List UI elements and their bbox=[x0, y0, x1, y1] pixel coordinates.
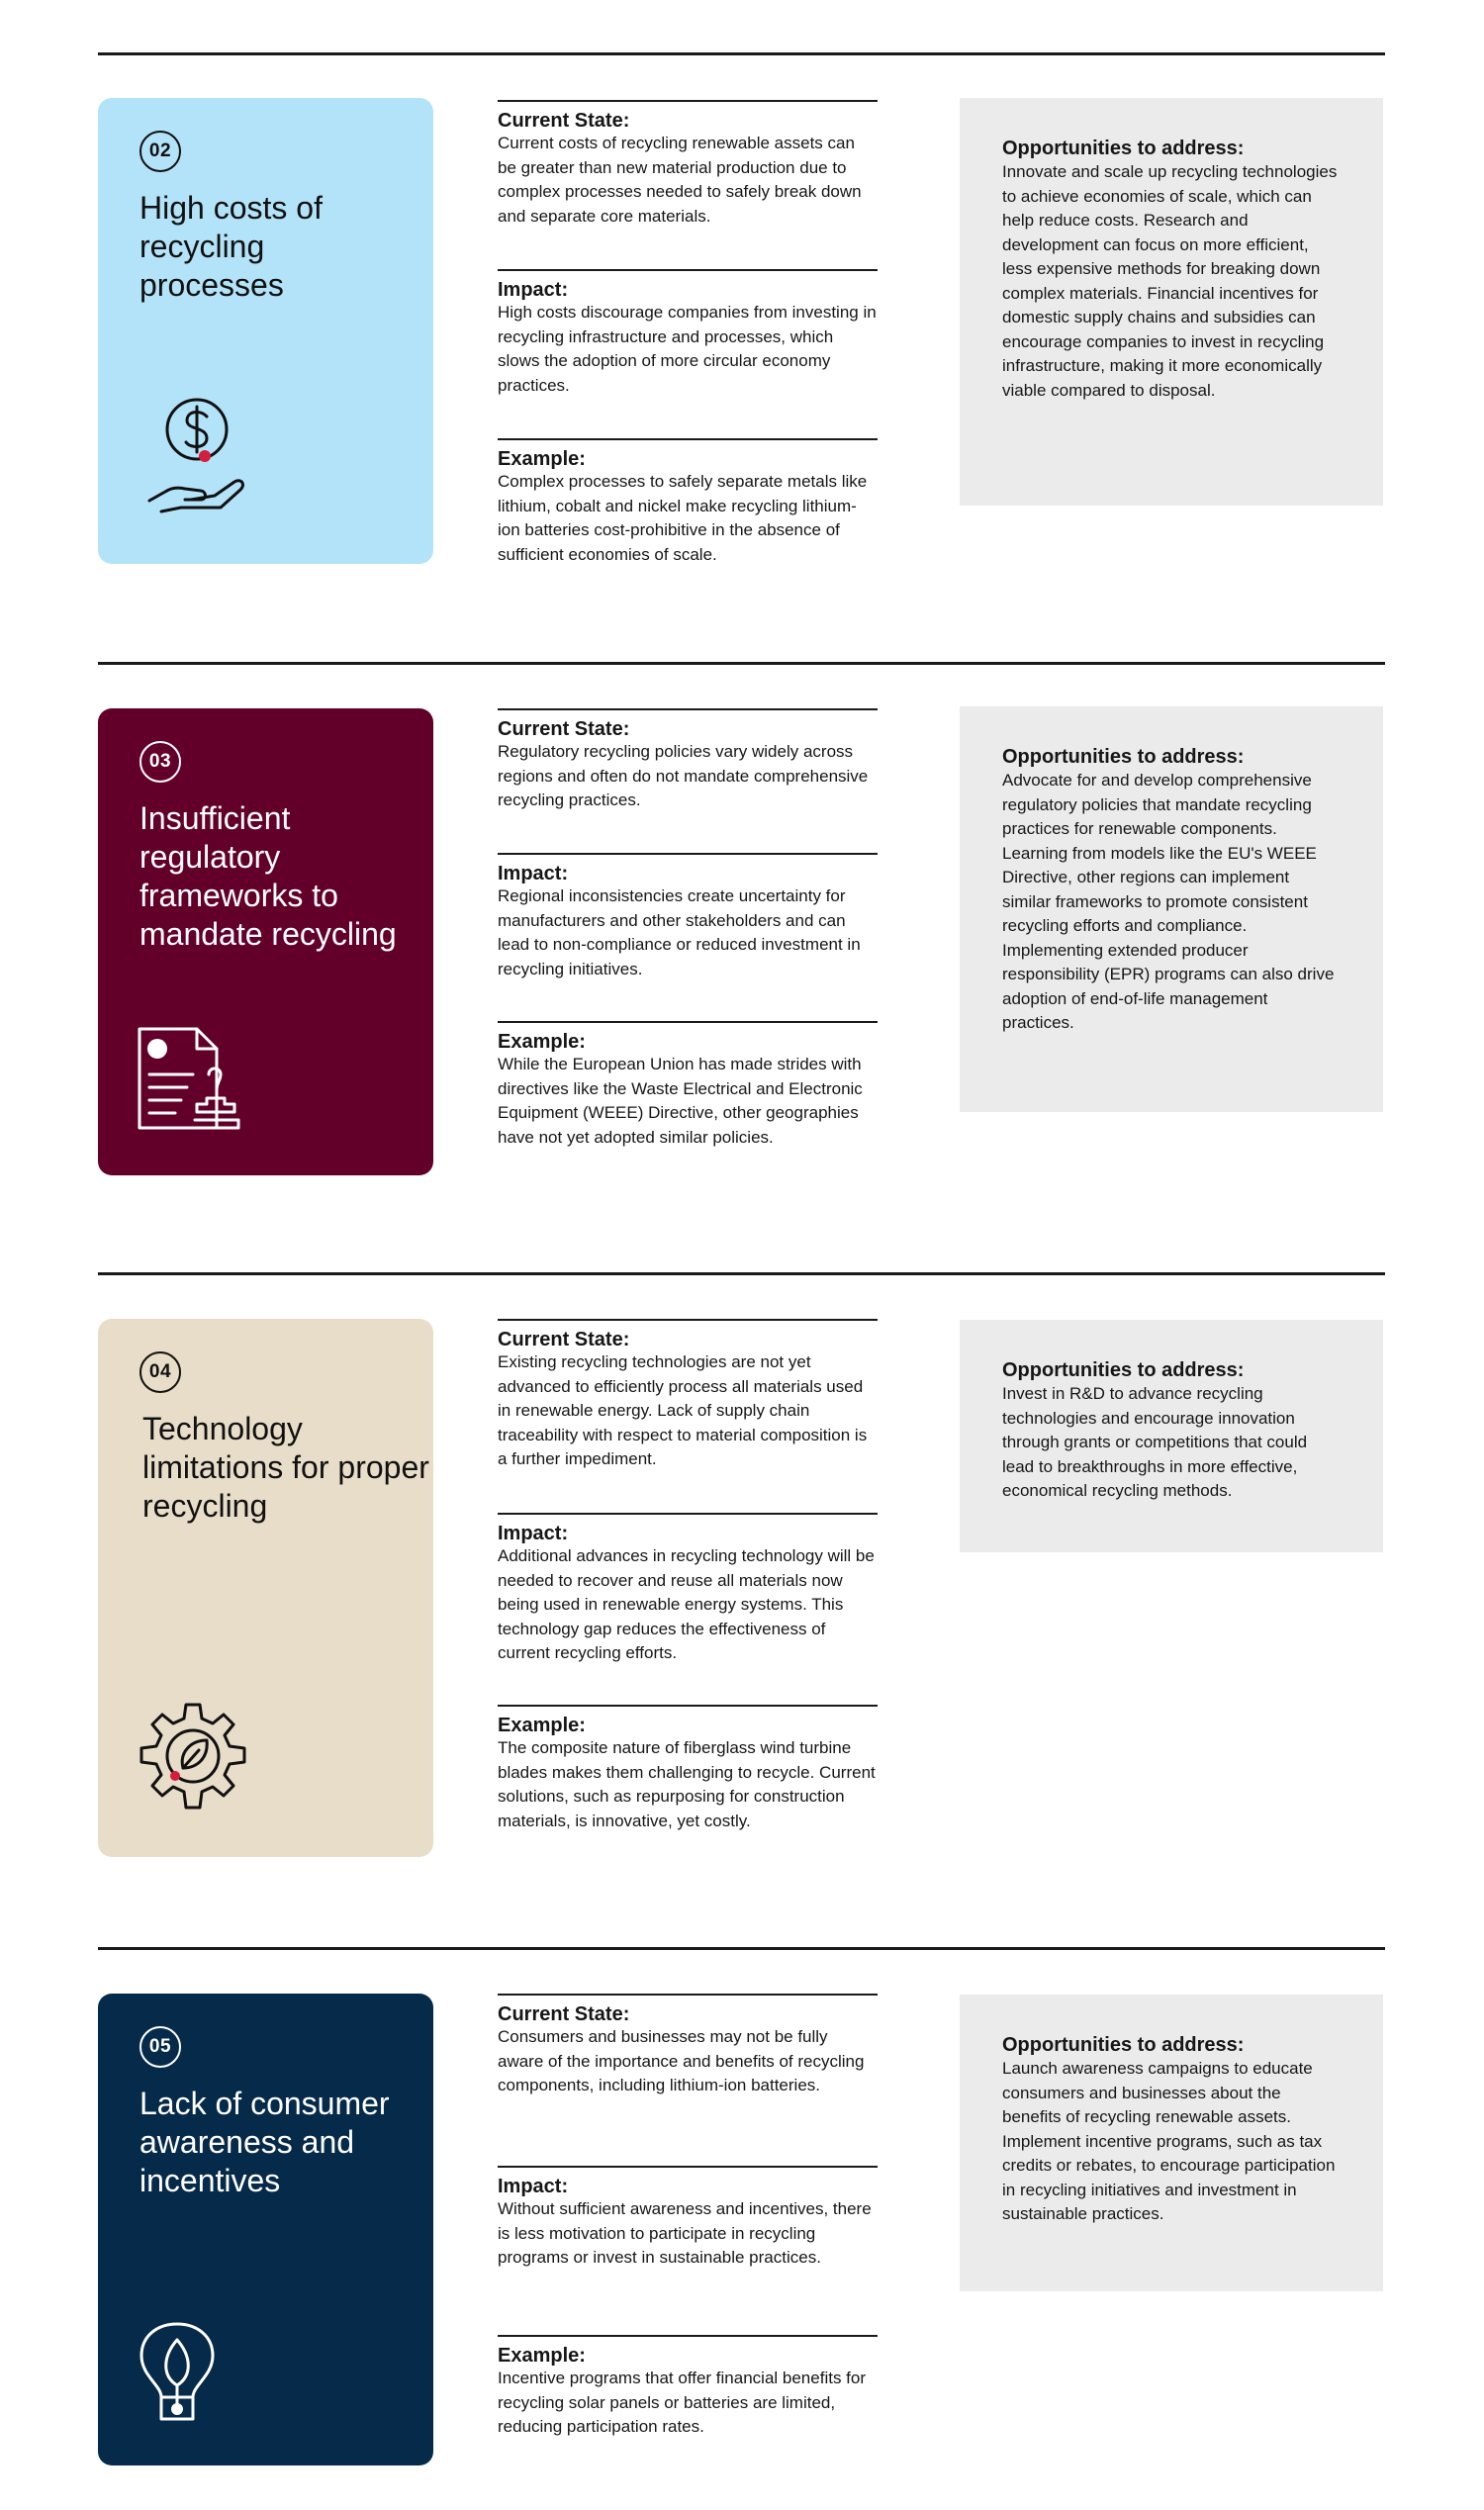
opportunities-panel bbox=[960, 1320, 1383, 1552]
example-heading: Example: bbox=[498, 1715, 586, 1736]
example-text: The composite nature of fiberglass wind turbine blades makes them challenging to recycle. Current solutions, such as repurposing for construction materials, is innovative, yet costly. bbox=[498, 1738, 876, 1830]
section-number-badge: 05 bbox=[139, 2026, 181, 2068]
gear-leaf-icon bbox=[136, 1701, 250, 1815]
current-state-heading: Current State: bbox=[498, 110, 630, 132]
impact-heading: Impact: bbox=[498, 863, 569, 884]
section-number-badge: 03 bbox=[139, 741, 181, 783]
current-state-block bbox=[498, 1319, 878, 1472]
current-state-heading: Current State: bbox=[498, 2003, 630, 2025]
opportunities-heading: Opportunities to address: bbox=[1002, 138, 1245, 159]
challenge-card-02 bbox=[98, 98, 433, 564]
block-rule bbox=[498, 708, 878, 710]
opportunities-text: Advocate for and develop comprehensive regulatory policies that mandate recycling practices for renewable components. Learning from models like the EU's WEEE Directive, other regions can implement similar frameworks to promote consistent recycling efforts and compliance. Implementing extended producer responsibility (EPR) programs can also drive adoption of end-of-life management practices. bbox=[1002, 771, 1335, 1032]
opportunities-heading: Opportunities to address: bbox=[1002, 746, 1245, 768]
current-state-text: Existing recycling technologies are not yet advanced to efficiently process all materials used in renewable energy. Lack of supply chain traceability with respect to material composition is a further impediment. bbox=[498, 1352, 868, 1468]
block-rule bbox=[498, 100, 878, 102]
hand-dollar-icon bbox=[136, 395, 254, 518]
section-number-badge: 02 bbox=[139, 131, 181, 172]
section-divider bbox=[98, 1947, 1385, 1950]
impact-heading: Impact: bbox=[498, 2176, 569, 2197]
impact-text: Without sufficient awareness and incentives, there is less motivation to participate in recycling programs or invest in sustainable practices. bbox=[498, 2199, 872, 2267]
block-rule bbox=[498, 1513, 878, 1515]
impact-block bbox=[498, 853, 878, 981]
opportunities-panel bbox=[960, 1995, 1383, 2291]
example-block bbox=[498, 438, 878, 567]
opportunities-text: Launch awareness campaigns to educate consumers and businesses about the benefits of recycling renewable assets. Implement incentive programs, such as tax credits or rebates, to encourage participation in recycling initiatives and investment in sustainable practices. bbox=[1002, 2059, 1336, 2223]
section-number-badge: 04 bbox=[139, 1351, 181, 1393]
example-text: Complex processes to safely separate metals like lithium, cobalt and nickel make recycling lithium-ion batteries cost-prohibitive in the absence of sufficient economies of scale. bbox=[498, 472, 868, 564]
block-rule bbox=[498, 1319, 878, 1321]
card-title: Insufficient regulatory frameworks to mandate recycling bbox=[139, 800, 397, 952]
current-state-heading: Current State: bbox=[498, 718, 630, 740]
opportunities-heading: Opportunities to address: bbox=[1002, 2034, 1245, 2056]
example-block bbox=[498, 1021, 878, 1150]
block-rule bbox=[498, 1994, 878, 1996]
section-divider bbox=[98, 662, 1385, 665]
block-rule bbox=[498, 2335, 878, 2337]
block-rule bbox=[498, 1705, 878, 1707]
challenge-card-05 bbox=[98, 1994, 433, 2465]
impact-block bbox=[498, 269, 878, 398]
opportunities-panel bbox=[960, 98, 1383, 506]
example-block bbox=[498, 2335, 878, 2440]
impact-block bbox=[498, 1513, 878, 1666]
current-state-block bbox=[498, 100, 878, 229]
block-rule bbox=[498, 853, 878, 855]
opportunities-heading: Opportunities to address: bbox=[1002, 1359, 1245, 1381]
example-block bbox=[498, 1705, 878, 1833]
challenge-card-03 bbox=[98, 708, 433, 1175]
block-rule bbox=[498, 1021, 878, 1023]
example-heading: Example: bbox=[498, 1031, 586, 1053]
opportunities-text: Innovate and scale up recycling technologies to achieve economies of scale, which can help reduce costs. Research and development can focus on more efficient, less expensive methods for breaking down complex materials. Financial incentives for domestic supply chains and subsidies can encourage companies to invest in recycling infrastructure, making it more economically viable compared to disposal. bbox=[1002, 162, 1338, 400]
impact-text: Regional inconsistencies create uncertainty for manufacturers and other stakeholders and can lead to non-compliance or reduced investment in recycling initiatives. bbox=[498, 886, 861, 978]
block-rule bbox=[498, 438, 878, 440]
opportunities-text: Invest in R&D to advance recycling technologies and encourage innovation through grants or competitions that could lead to breakthroughs in more effective, economical recycling methods. bbox=[1002, 1384, 1308, 1500]
current-state-heading: Current State: bbox=[498, 1329, 630, 1350]
impact-heading: Impact: bbox=[498, 279, 569, 301]
current-state-block bbox=[498, 1994, 878, 2098]
block-rule bbox=[498, 269, 878, 271]
impact-heading: Impact: bbox=[498, 1523, 569, 1544]
example-text: Incentive programs that offer financial benefits for recycling solar panels or batteries are limited, reducing participation rates. bbox=[498, 2369, 866, 2436]
example-heading: Example: bbox=[498, 448, 586, 470]
current-state-block bbox=[498, 708, 878, 813]
section-divider bbox=[98, 1272, 1385, 1275]
block-rule bbox=[498, 2166, 878, 2168]
current-state-text: Current costs of recycling renewable assets can be greater than new material production due to complex processes needed to safely break down and separate core materials. bbox=[498, 134, 862, 226]
current-state-text: Regulatory recycling policies vary widely across regions and often do not mandate comprehensive recycling practices. bbox=[498, 742, 869, 809]
lightbulb-leaf-icon bbox=[138, 2320, 217, 2429]
current-state-text: Consumers and businesses may not be fully aware of the importance and benefits of recycling components, including lithium-ion batteries. bbox=[498, 2027, 865, 2094]
challenge-card-04 bbox=[98, 1319, 433, 1857]
impact-text: High costs discourage companies from investing in recycling infrastructure and processes, which slows the adoption of more circular economy practices. bbox=[498, 303, 877, 395]
card-title: Technology limitations for proper recycling bbox=[142, 1411, 429, 1524]
card-title: Lack of consumer awareness and incentives bbox=[139, 2086, 390, 2198]
example-heading: Example: bbox=[498, 2345, 586, 2367]
card-title: High costs of recycling processes bbox=[139, 190, 323, 303]
opportunities-panel bbox=[960, 706, 1383, 1112]
impact-block bbox=[498, 2166, 878, 2271]
impact-text: Additional advances in recycling technology will be needed to recover and reuse all materials now being used in renewable energy systems. This technology gap reduces the effectiveness of current recycling efforts. bbox=[498, 1546, 875, 1662]
example-text: While the European Union has made strides with directives like the Waste Electrical and Electronic Equipment (WEEE) Directive, other geographies have not yet adopted similar policies. bbox=[498, 1055, 863, 1147]
document-stamp-icon bbox=[136, 1025, 244, 1139]
section-divider bbox=[98, 52, 1385, 55]
